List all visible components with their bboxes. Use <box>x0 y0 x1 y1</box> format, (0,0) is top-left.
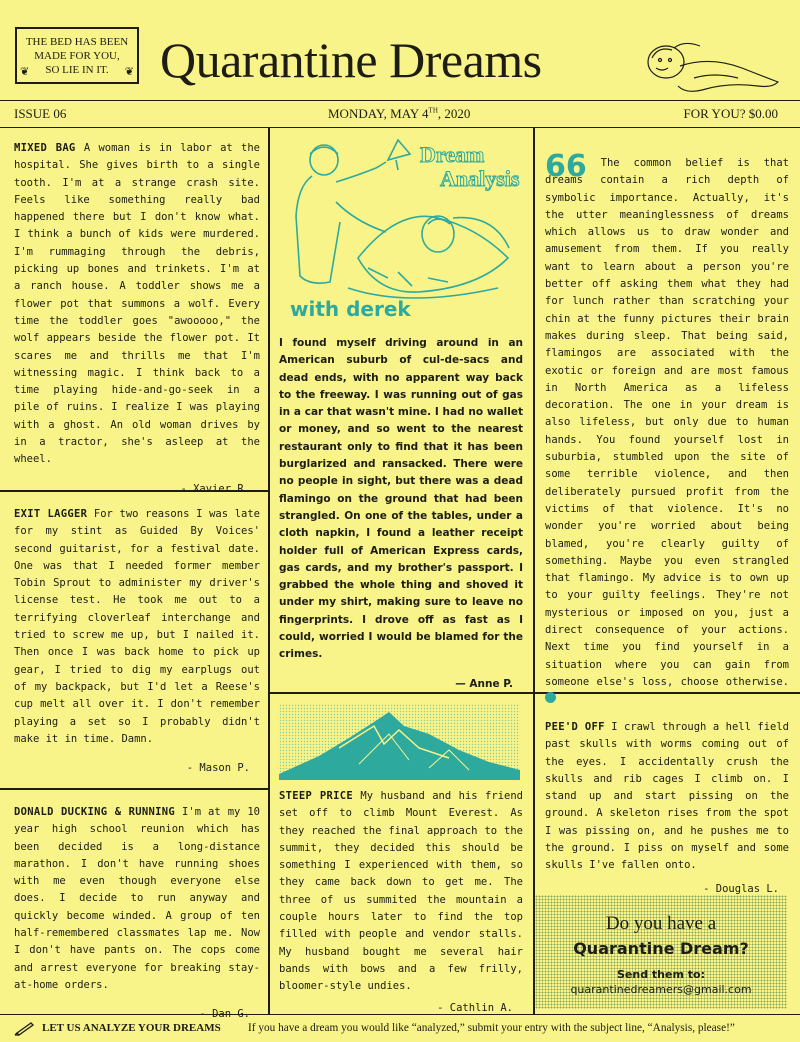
story-body: A woman is in labor at the hospital. She gives birth to a single tooth. I'm at a strange crash site. Feels like something really bad happened there but I don't know what. I think a bunch of kids were murdered. I'm rummaging through the debris, picking up bones and trinkets. I'm at a ranch house. A toddler shows me a flower pot that summons a wolf. Every time the toddler goes "awooooo," the wolf appears beside the flower pot. It scares me and thrills me that I'm witnessing magic. I think back to a time playing hide-and-go-seek in a pile of ruins. I realize I was playing with a ghost. An old woman drives by in a tractor, she's asleep at the wheel. <box>14 142 260 466</box>
story-title: DONALD DUCKING & RUNNING <box>14 806 176 818</box>
story-signature: - Mason P. <box>186 762 250 775</box>
story-body: I found myself driving around in an American suburb of cul-de-sacs and dead ends, with no apparent way back to the freeway. I was running out of gas in a car that wasn't mine. I had no wallet or money, and so went to the nearest restaurant only to find that it has been burglarized and ransacked. There were no people in sight, but there was a dead flamingo on the ground that had been strangled. On one of the tables, under a cloth napkin, I found a leather receipt holder full of American Express cards, gas cards, and my brother's passport. I grabbed the whole thing and shoved it under my shirt, making sure to leave no fingerprints. I drove off as fast as I could, worried I would be blamed for the crimes. <box>279 337 523 661</box>
date-suffix: TH <box>428 106 438 115</box>
dream-analysis-illustration <box>288 138 528 328</box>
tagline-line-1: THE BED HAS BEEN <box>25 36 129 48</box>
dream-analysis-answer <box>545 149 789 709</box>
column-rule <box>268 128 270 1014</box>
story-peed-off <box>545 719 789 898</box>
issue-number: ISSUE 06 <box>14 106 67 121</box>
date-year: , 2020 <box>437 106 471 121</box>
quote-mark: 66 <box>545 149 587 184</box>
story-mixed-bag <box>14 140 260 498</box>
feature-byline: with derek <box>290 297 411 321</box>
issue-date <box>328 106 470 122</box>
feature-title-2: Analysis <box>440 166 520 191</box>
section-rule <box>0 788 268 790</box>
story-title: MIXED BAG <box>14 142 76 154</box>
pen-icon <box>14 1020 36 1036</box>
footer <box>0 1014 800 1042</box>
tagline-line-2: MADE FOR YOU, <box>34 50 120 62</box>
feature-title-1: Dream <box>420 142 485 167</box>
issue-bar <box>0 100 800 128</box>
story-title: STEEP PRICE <box>279 790 353 802</box>
smiley-icon <box>545 692 556 703</box>
story-steep-price <box>279 788 523 1017</box>
mountain-illustration <box>279 704 520 780</box>
story-signature: - Dan G. <box>199 1008 250 1021</box>
story-anne <box>279 335 523 693</box>
masthead-title: Quarantine Dreams <box>160 32 542 88</box>
story-body: For two reasons I was late for my stint as Guided By Voices' second guitarist, for a festival date. One was that I needed former member Tobin Sprout to administer my driver's license test. He took me out to a terrifying cloverleaf interchange and tried to screw me up, but I nailed it. Then once I was back home to pick up gear, I tried to dig my earplugs out of my backpack, but I'd let a Reese's cup melt all over it. I don't remember playing a set so I probably didn't make it in time. Damn. <box>14 508 260 745</box>
footer-title: LET US ANALYZE YOUR DREAMS <box>42 1022 221 1034</box>
story-title: PEE'D OFF <box>545 721 605 733</box>
footer-text: If you have a dream you would like “analyzed,” submit your entry with the subject line, “Analysis, please!” <box>248 1022 735 1034</box>
analysis-body: The common belief is that dreams contain a rich depth of symbolic importance. Actually, it's the utter meaninglessness of dreams which allows us to draw wonder and amusement from them. If you really want to learn about a person you're better off asking them what they had for lunch rather than scratching your chin at the funny pictures their brain makes during sleep. That being said, flamingos are associated with the exotic or foreign and are most famous in North America as a lifeless decoration. The one in your dream is also lifeless, but only due to human hands. You found yourself lost in suburbia, stumbled upon the site of some terrible violence, and then deliberately pursued profit from the victims of that violence. It's no wonder you're worried about being blamed, you're clearly guilty of something. Maybe you even strangled that flamingo. My advice is to own up to your guilty feelings. They're not mysterious or imposed on you, just a direct consequence of your actions. Next time you find yourself in a situation where you can gain from someone else's loss, choose otherwise. <box>545 157 789 688</box>
tagline-box <box>15 27 139 84</box>
ornament-icon: ❦ <box>124 66 134 78</box>
column-rule <box>533 128 535 1014</box>
tagline-line-3: SO LIE IN IT. <box>45 64 109 76</box>
submission-call-to-action <box>535 895 787 1009</box>
date-main: MONDAY, MAY 4 <box>328 106 429 121</box>
story-exit-lagger <box>14 506 260 777</box>
story-body: I crawl through a hell field past skulls with worms coming out of the eyes. I accidentally crush the skulls and rib cages I climb on. I stand up and start pissing on the ground. A skeleton rises from the spot I was pissing on, and he pushes me to the ground. I piss on myself and some skulls I've fallen onto. <box>545 721 789 872</box>
ornament-icon: ❦ <box>20 66 30 78</box>
cta-line-2: Quarantine Dream? <box>573 939 749 958</box>
story-signature: - Xavier R. <box>180 482 250 495</box>
cta-line-3: Send them to: <box>617 968 705 981</box>
story-signature: — Anne P. <box>455 677 513 690</box>
cta-line-1: Do you have a <box>605 913 717 934</box>
story-body: My husband and his friend set off to climb Mount Everest. As they reached the final approach to the summit, they decided this should be something I experienced with them, so they came back down to get me. The three of us summited the mountain a couple hours later to find the top filled with people and vendor stalls. My husband bought me several hair bands with bows and a few frilly, bloomer-style undies. <box>279 790 523 993</box>
story-donald-ducking <box>14 804 260 1024</box>
story-signature: - Cathlin A. <box>437 1001 513 1014</box>
cta-email-link[interactable]: quarantinedreamers@gmail.com <box>570 983 752 996</box>
story-signature: - Douglas L. <box>703 882 779 895</box>
story-body: I'm at my 10 year high school reunion which has been decided is a long-distance marathon. I don't have running shoes with me even though everyone else does. I decide to run anyway and quickly become winded. A group of ten half-remembered classmates lap me. Now I don't have pants on. The cops come and arrest everyone for breaking stay-at-home orders. <box>14 806 261 991</box>
story-title: EXIT LAGGER <box>14 508 88 520</box>
issue-price: FOR YOU? $0.00 <box>683 106 778 121</box>
sleeping-figure-illustration <box>644 38 784 100</box>
